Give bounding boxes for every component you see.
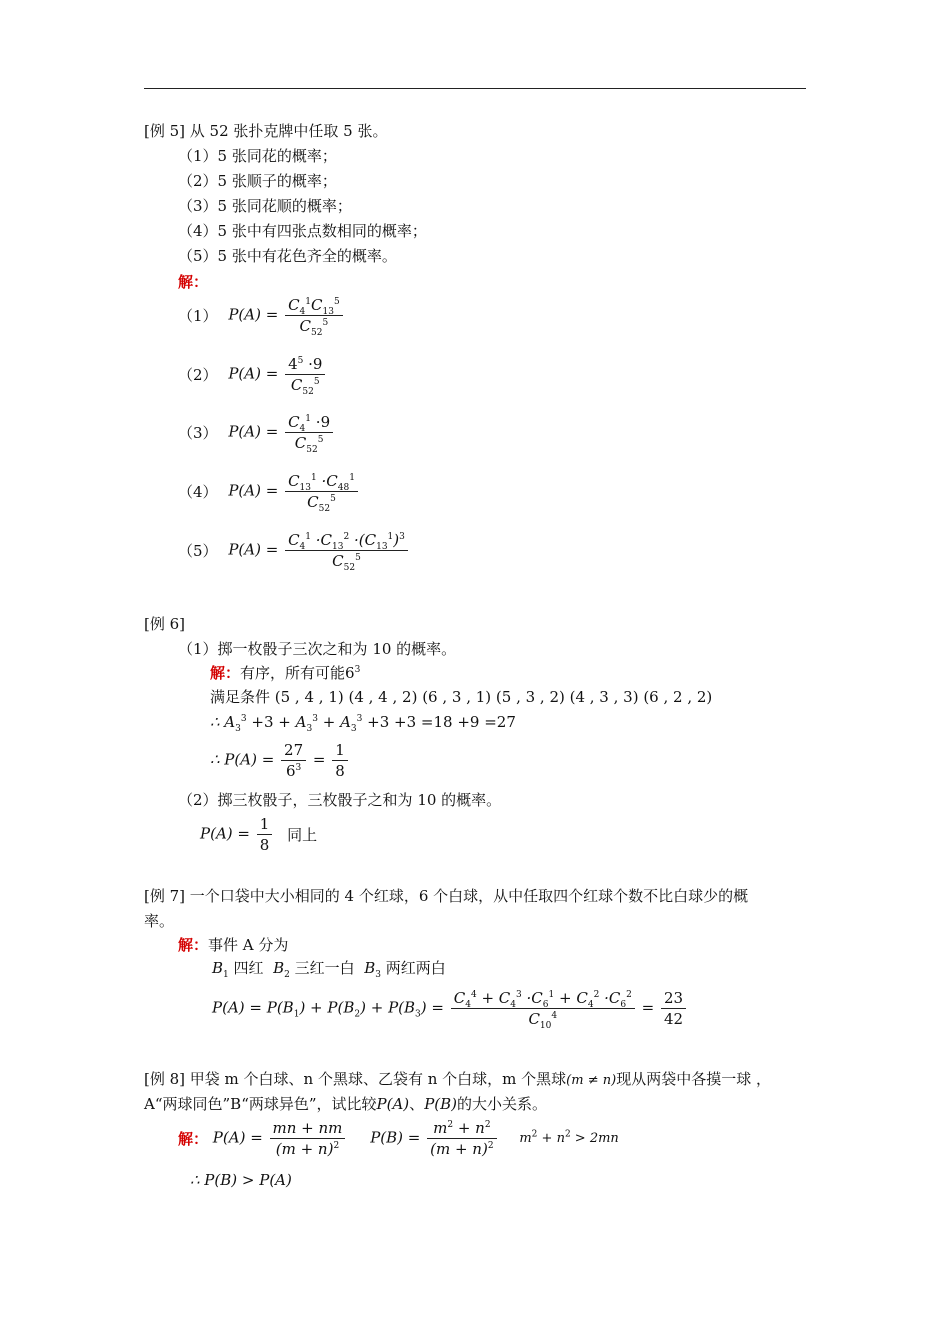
ex5-title: [例 5] 从 52 张扑克牌中任取 5 张。 xyxy=(144,122,388,140)
ex5-q4: （4）5 张中有四张点数相同的概率； xyxy=(178,222,427,240)
ex7-solution xyxy=(178,935,288,955)
ex5-a2-formula: P(A) = $\frac{4^5 \cdot 9}{C_{52}^5}$ xyxy=(228,354,327,395)
ex5-a2-label: （2） xyxy=(178,365,218,384)
header-rule xyxy=(144,88,806,89)
ex6-q1: （1）掷一枚骰子三次之和为 10 的概率。 xyxy=(178,640,457,658)
ex8-title-line2: A“两球同色”B“两球异色”，试比较P(A)、P(B)的大小关系。 xyxy=(144,1095,548,1113)
ex6-conditions: 满足条件 (5 , 4 , 1) (4 , 4 , 2) (6 , 3 , 1) (5 , 3 , 2) (4 , 3 , 3) (6 , 2 , 2) xyxy=(210,688,713,706)
ex5-answer-3 xyxy=(178,412,335,453)
ex8-title-line2c: 的大小关系。 xyxy=(457,1095,548,1113)
ex5-a4-formula: P(A) = $\frac{C_{13}^1 \cdot C_{48}^1}{C_{52}^5}$ xyxy=(228,471,360,512)
ex5-a5-formula: P(A) = $\frac{C_4^1 \cdot C_{13}^2 \cdot(C_{13}^1)^3}{C_{52}^5}$ xyxy=(228,530,410,571)
ex5-a3-label: （3） xyxy=(178,423,218,442)
ex5-q2: （2）5 张顺子的概率； xyxy=(178,172,337,190)
ex8-title-line2a: A“两球同色”B“两球异色”，试比较 xyxy=(144,1095,377,1113)
ex6-count-formula: ∴ $A_3^3 +3 + A_3^3 + A_3^3 +3 +3 =18 +9 =27$ xyxy=(210,713,516,734)
ex7-events: $B_1$ 四红 $B_2$ 三红一白 $B_3$ 两红两白 xyxy=(212,959,446,980)
ex7-formula: $P(A) = P(B_1) + P(B_2) + P(B_3)$ = $\frac{C_4^4 + C_4^3 \cdot C_6^1 + C_4^2 \cdot C_6^2}{C_{10}^4}$ = $\frac{23}{42}$ xyxy=(212,988,688,1029)
ex8-title-line1a: [例 8] 甲袋 m 个白球、n 个黑球、乙袋有 n 个白球，m 个黑球 xyxy=(144,1070,567,1088)
ex6-same-as-above: 同上 xyxy=(287,825,318,844)
ex6-solution-power: $6^3$ xyxy=(345,664,361,682)
ex5-answer-4 xyxy=(178,471,360,512)
ex8-title-line1: [例 8] 甲袋 m 个白球、n 个黑球、乙袋有 n 个白球，m 个黑球(m ≠ n)现从两袋中各摸一球 ， xyxy=(144,1070,771,1088)
ex6-q2: （2）掷三枚骰子，三枚骰子之和为 10 的概率。 xyxy=(178,791,502,809)
ex7-b2: 三红一白 xyxy=(294,959,355,977)
ex5-q3: （3）5 张同花顺的概率； xyxy=(178,197,352,215)
ex6-solution-label: 解： xyxy=(210,664,241,682)
ex5-answer-1 xyxy=(178,295,345,336)
ex8-conclusion: ∴ P(B) > P(A) xyxy=(190,1171,292,1189)
ex8-solution: 解： P(A) = $\frac{mn + nm}{(m + n)^2}$ P(B) = $\frac{m^2 + n^2}{(m + n)^2}$ $m^2 + n^2 > 2mn$ xyxy=(178,1119,619,1158)
ex7-title-line2: 率。 xyxy=(144,912,175,930)
ex6-prob-formula: ∴ P(A) = $\frac{27}{6^3}$ = $\frac{1}{8}$ xyxy=(210,740,350,781)
ex5-a3-formula: P(A) = $\frac{C_4^1 \cdot 9}{C_{52}^5}$ xyxy=(228,412,335,453)
ex7-solution-label: 解： xyxy=(178,936,209,954)
ex7-b3: 两红两白 xyxy=(385,959,446,977)
ex7-b1: 四红 xyxy=(233,959,264,977)
ex6-solution-text: 有序，所有可能 xyxy=(240,664,346,682)
ex5-answer-2 xyxy=(178,354,327,395)
ex6-title: [例 6] xyxy=(144,615,186,633)
ex5-q5: （5）5 张中有花色齐全的概率。 xyxy=(178,247,397,265)
ex5-a5-label: （5） xyxy=(178,541,218,560)
ex5-a1-formula: P(A) = $\frac{C_4^1C_{13}^5}{C_{52}^5}$ xyxy=(228,295,344,336)
ex8-solution-label: 解： xyxy=(178,1129,209,1148)
ex5-answer-5 xyxy=(178,530,410,571)
ex6-q2-answer: P(A) = $\frac{1}{8}$ 同上 xyxy=(200,815,318,854)
ex5-a1-label: （1） xyxy=(178,306,218,325)
ex7-solution-text: 事件 A 分为 xyxy=(208,936,289,954)
ex5-q1: （1）5 张同花的概率； xyxy=(178,147,337,165)
ex8-title-line2b: 、 xyxy=(409,1095,425,1113)
ex7-title-line1: [例 7] 一个口袋中大小相同的 4 个红球，6 个白球，从中任取四个红球个数不比白球少的概 xyxy=(144,887,749,905)
ex8-title-line1b: 现从两袋中各摸一球 ， xyxy=(616,1070,771,1088)
ex6-solution xyxy=(210,663,360,683)
ex5-a4-label: （4） xyxy=(178,482,218,501)
ex5-solution-label: 解： xyxy=(178,273,209,291)
